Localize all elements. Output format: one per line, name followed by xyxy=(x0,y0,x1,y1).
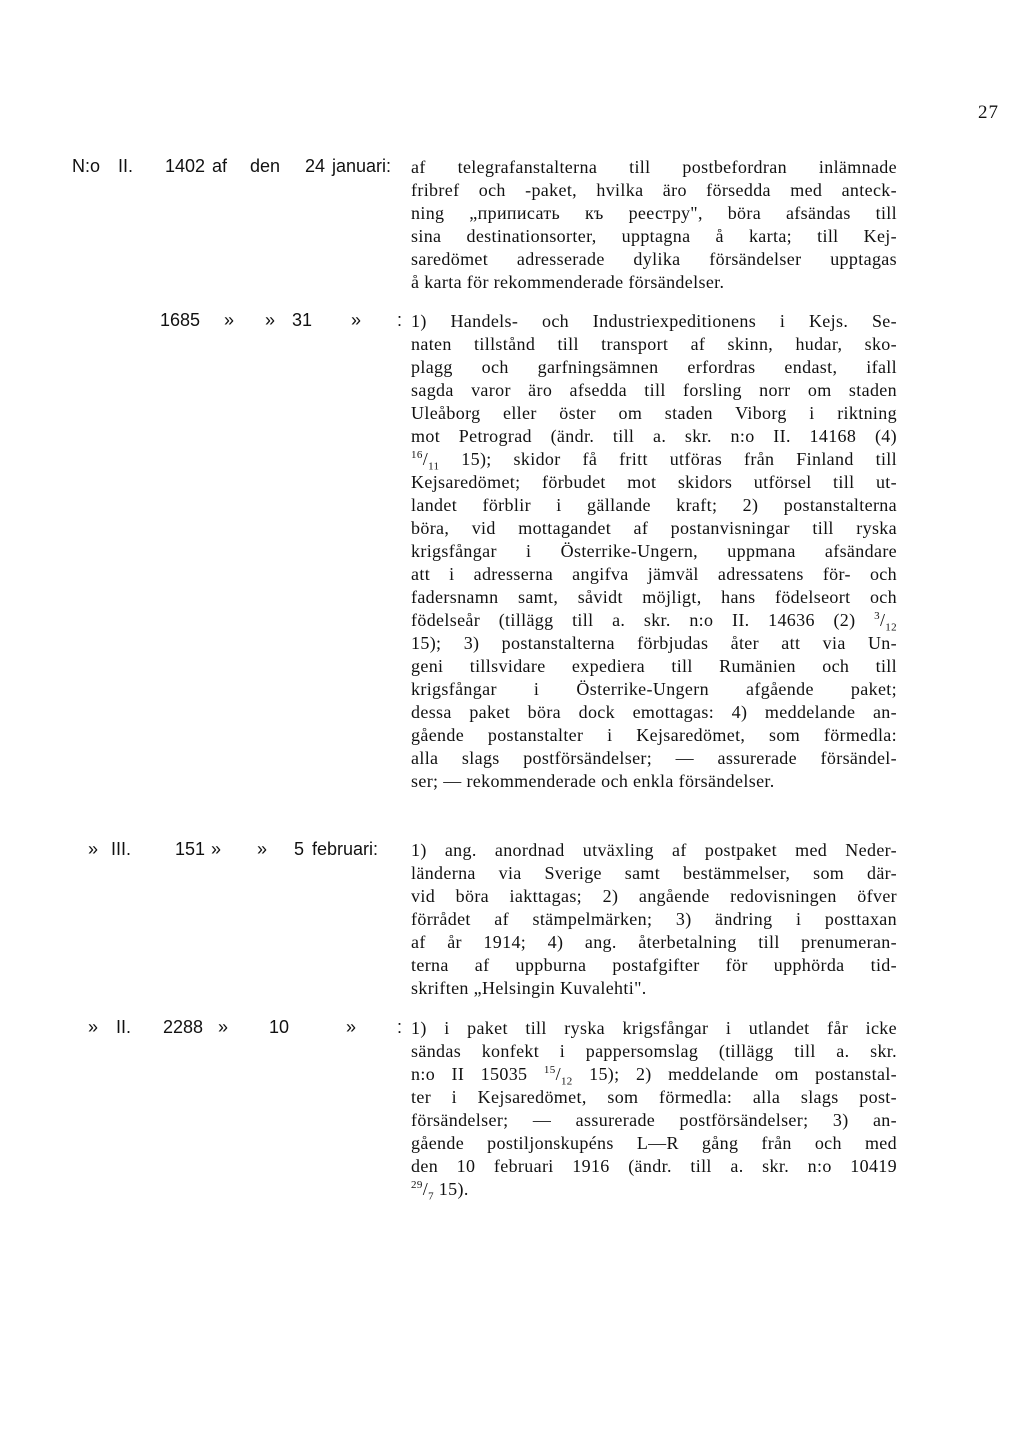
text-line: ning „приписать къ реестру", böra afsändas till xyxy=(411,203,897,223)
text-line: 1) ang. anordnad utväxling af postpaket med Neder- xyxy=(411,840,897,860)
text-line: å karta för rekommenderade försändelser. xyxy=(411,272,725,292)
text-line: Kejsaredömet; förbudet mot skidors utförsel till ut- xyxy=(411,472,897,492)
text-line: 1) i paket till ryska krigsfångar i utlandet får icke xyxy=(411,1018,897,1038)
entry-reference xyxy=(0,156,400,186)
text-line: att i adresserna angifva jämväl adressatens för- och xyxy=(411,564,897,584)
text-line: Uleåborg eller öster om staden Viborg i riktning xyxy=(411,403,897,423)
entry-text xyxy=(411,156,897,294)
ditto-mark: » xyxy=(346,1017,357,1037)
text-line: 1) Handels- och Industriexpeditionens i Kejs. Se- xyxy=(411,311,897,331)
text-line: sina destinationsorter, upptagna å karta; till Kej- xyxy=(411,226,897,246)
fraction-denominator: 12 xyxy=(560,1075,573,1088)
fraction-denominator: 7 xyxy=(428,1190,434,1203)
text-line: landet förblir i gällande kraft; 2) postanstalterna xyxy=(411,495,897,515)
text-line: böra, vid mottagandet af postanvisningar till ryska xyxy=(411,518,897,538)
text-line: af år 1914; 4) ang. återbetalning till prenumeran- xyxy=(411,932,897,952)
fraction-numerator: 3 xyxy=(874,610,880,622)
ref-day: 5 xyxy=(294,839,305,859)
ref-day: 24 xyxy=(305,156,326,176)
ref-number: 1402 xyxy=(165,156,206,176)
ditto-mark: » xyxy=(265,310,276,330)
text-line: terna af uppburna postafgifter för upphörda tid- xyxy=(411,955,897,975)
text-line: fadersnamn samt, såvidt möjligt, hans födelseort och xyxy=(411,587,897,607)
text-line: 15); 3) postanstalterna förbjudas åter att via Un- xyxy=(411,633,897,653)
text-line: födelseår (tillägg till a. skr. n:o II. 14636 (2) $^3/_{12}$ xyxy=(411,610,897,634)
text-line: ser; — rekommenderade och enkla försändelser. xyxy=(411,771,775,791)
ref-number: 2288 xyxy=(163,1017,204,1037)
fraction-numerator: 15 xyxy=(543,1064,556,1076)
text-line: geni tillsvidare expediera till Rumänien och till xyxy=(411,656,897,676)
text-line: $^{29}/_7$ 15). xyxy=(411,1179,469,1203)
text-line-start: n:o II 15035 xyxy=(411,1064,528,1084)
text-line: naten tillstånd till transport af skinn, hudar, sko- xyxy=(411,334,897,354)
ref-den: den xyxy=(250,156,281,176)
ditto-mark: » xyxy=(211,839,222,859)
text-line: förrådet af stämpelmärken; 3) ändring i posttaxan xyxy=(411,909,897,929)
ditto-mark: » xyxy=(218,1017,229,1037)
ref-series: III. xyxy=(111,839,132,859)
entry-text xyxy=(411,310,897,793)
ref-series: II. xyxy=(118,156,134,176)
ref-number: 151 xyxy=(175,839,206,859)
ref-prefix: N:o xyxy=(72,156,101,176)
text-line: plagg och garfningsämnen erfordras endast, ifall xyxy=(411,357,897,377)
text-line-start: födelseår (tillägg till a. skr. n:o II. 14636 (2) xyxy=(411,610,856,630)
ref-af: af xyxy=(212,156,228,176)
fraction-numerator: 29 xyxy=(411,1179,423,1191)
ref-number: 1685 xyxy=(160,310,201,330)
text-line: länderna via Sverige samt bestämmelser, som där- xyxy=(411,863,897,883)
ditto-mark: » xyxy=(257,839,268,859)
text-line: $^{16}/_{11}$ 15); skidor få fritt utföras från Finland till xyxy=(411,449,897,473)
text-line: krigsfångar i Österrike-Ungern, uppmana afsändare xyxy=(411,541,897,561)
ref-month: januari: xyxy=(332,156,392,176)
ditto-mark: » xyxy=(351,310,362,330)
text-line: krigsfångar i Österrike-Ungern afgående paket; xyxy=(411,679,897,699)
text-line: af telegrafanstalterna till postbefordran inlämnade xyxy=(411,157,897,177)
text-line: gående postiljonskupéns L—R gång från och med xyxy=(411,1133,897,1153)
text-line: sagda varor äro afsedda till forsling norr om staden xyxy=(411,380,897,400)
entry-text xyxy=(411,839,897,1000)
entry-reference xyxy=(0,1017,403,1047)
ditto-mark: » xyxy=(224,310,235,330)
text-line: den 10 februari 1916 (ändr. till a. skr. n:o 10419 xyxy=(411,1156,897,1176)
text-line: skriften „Helsingin Kuvalehti". xyxy=(411,978,647,998)
text-line-rest: skidor få fritt utföras från Finland till xyxy=(513,449,897,469)
text-line: vid böra iakttagas; 2) angående redovisningen öfver xyxy=(411,886,897,906)
text-line: fribref och -paket, hvilka äro försedda med anteck- xyxy=(411,180,897,200)
ditto-mark: » xyxy=(88,1017,99,1037)
entry-reference xyxy=(0,839,400,869)
text-line: n:o II 15035 $^{15}/_{12}$ 15); 2) meddelande om postanstal- xyxy=(411,1064,898,1088)
text-line: saredömet adresserade dylika försändelser upptagas xyxy=(411,249,897,269)
fraction-denominator: 11 xyxy=(428,460,440,473)
text-line-rest: 15). xyxy=(438,1179,469,1199)
ref-day: 31 xyxy=(292,310,313,330)
text-line: försändelser; — assurerade postförsändelser; 3) an- xyxy=(411,1110,897,1130)
entry-reference xyxy=(0,310,403,340)
text-line-rest: 15); 2) meddelande om postanstal- xyxy=(589,1064,898,1084)
ditto-mark: » xyxy=(88,839,99,859)
ref-day: 10 xyxy=(269,1017,290,1037)
ref-colon: : xyxy=(397,310,403,330)
ref-colon: : xyxy=(397,1017,403,1037)
text-line: gående postanstalter i Kejsaredömet, som förmedla: xyxy=(411,725,897,745)
text-line: ter i Kejsaredömet, som förmedla: alla slags post- xyxy=(411,1087,897,1107)
text-line: dessa paket böra dock emottagas: 4) meddelande an- xyxy=(411,702,897,722)
entry-text xyxy=(411,1017,897,1201)
text-line: sändas konfekt i pappersomslag (tillägg till a. skr. xyxy=(411,1041,897,1061)
text-line: mot Petrograd (ändr. till a. skr. n:o II. 14168 (4) xyxy=(411,426,897,446)
ref-series: II. xyxy=(116,1017,132,1037)
page-number: 27 xyxy=(978,102,999,123)
fraction-tail: 15); xyxy=(439,449,492,469)
ref-month: februari: xyxy=(312,839,379,859)
text-line: alla slags postförsändelser; — assurerade försändel- xyxy=(411,748,897,768)
fraction-denominator: 12 xyxy=(885,621,897,634)
fraction-numerator: 16 xyxy=(411,449,423,461)
